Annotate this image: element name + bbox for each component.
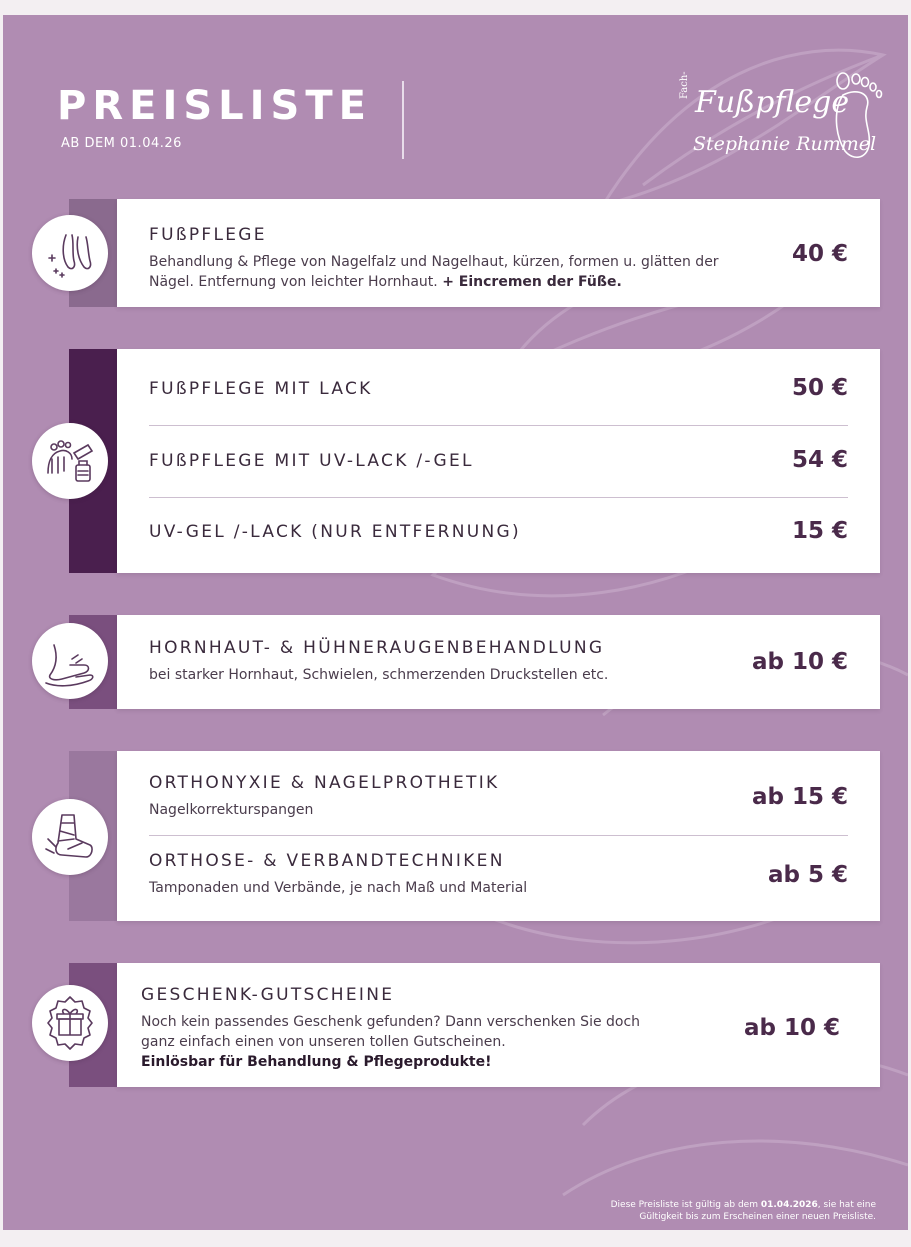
service-price: 15 € [791,518,848,544]
service-name: UV-GEL /-LACK (NUR ENTFERNUNG) [149,522,521,542]
section-card [117,615,880,709]
service-description: Nagelkorrekturspangen [149,802,314,818]
logo-main-text: Fußpflege [695,85,850,120]
service-name: ORTHONYXIE & NAGELPROTHETIK [149,773,500,793]
section-card [117,199,880,307]
service-name: FUßPFLEGE MIT UV-LACK /-GEL [149,451,474,471]
valid-from-subtitle: AB DEM 01.04.26 [61,136,182,151]
service-description: Tamponaden und Verbände, je nach Maß und Material [149,880,528,896]
description-text: Noch kein passendes Geschenk gefunden? Dann verschenken Sie doch ganz einfach einen von unseren tollen Gutscheinen. [141,1014,641,1050]
section-ortho [69,751,880,921]
row-divider [149,425,848,426]
service-name: GESCHENK-GUTSCHEINE [141,985,395,1005]
service-price: 54 € [791,447,848,473]
description-highlight: Einlösbar für Behandlung & Pflegeprodukte! [141,1054,492,1070]
row-divider [149,835,848,836]
business-logo [673,63,888,163]
nail-polish-foot-icon [32,423,108,499]
service-price: ab 5 € [767,862,848,888]
service-price: 40 € [791,241,848,267]
service-description [141,1012,651,1072]
section-card [117,963,880,1087]
section-fusspflege [69,199,880,307]
section-lack [69,349,880,573]
description-highlight: + Eincremen der Füße. [442,274,622,290]
footnote-line-1 [611,1199,876,1211]
service-name: FUßPFLEGE MIT LACK [149,379,373,399]
service-price: 50 € [791,375,848,401]
footnote-date: 01.04.2026 [760,1200,818,1210]
validity-footnote [611,1199,876,1223]
section-card [117,751,880,921]
section-gutschein [69,963,880,1087]
price-list-poster [3,15,908,1230]
row-divider [149,497,848,498]
feet-sparkle-icon [32,215,108,291]
logo-owner-text: Stephanie Rummel [693,133,877,155]
section-hornhaut [69,615,880,709]
service-price: ab 10 € [743,1015,840,1041]
service-price: ab 15 € [751,784,848,810]
service-price: ab 10 € [751,649,848,675]
footnote-line-2: Gültigkeit bis zum Erscheinen einer neuen Preisliste. [639,1212,876,1222]
footprint-icon [823,65,887,161]
service-name: FUßPFLEGE [149,225,267,245]
bandaged-foot-icon [32,799,108,875]
description-text: Behandlung & Pflege von Nagelfalz und Nagelhaut, kürzen, formen u. glätten der Nägel. Entfernung von leichter Hornhaut. [149,254,719,290]
page-title: PREISLISTE [57,83,372,129]
gift-badge-icon [32,985,108,1061]
service-name: HORNHAUT- & HÜHNERAUGENBEHANDLUNG [149,638,605,658]
service-description [149,252,739,292]
service-name: ORTHOSE- & VERBANDTECHNIKEN [149,851,505,871]
footnote-text: , sie hat eine [817,1200,876,1210]
logo-prefix: Fach- [679,71,690,99]
footnote-text: Diese Preisliste ist gültig ab dem [610,1200,758,1210]
foot-in-hand-icon [32,623,108,699]
header-divider [402,81,404,159]
section-card [117,349,880,573]
service-description: bei starker Hornhaut, Schwielen, schmerzenden Druckstellen etc. [149,667,609,683]
